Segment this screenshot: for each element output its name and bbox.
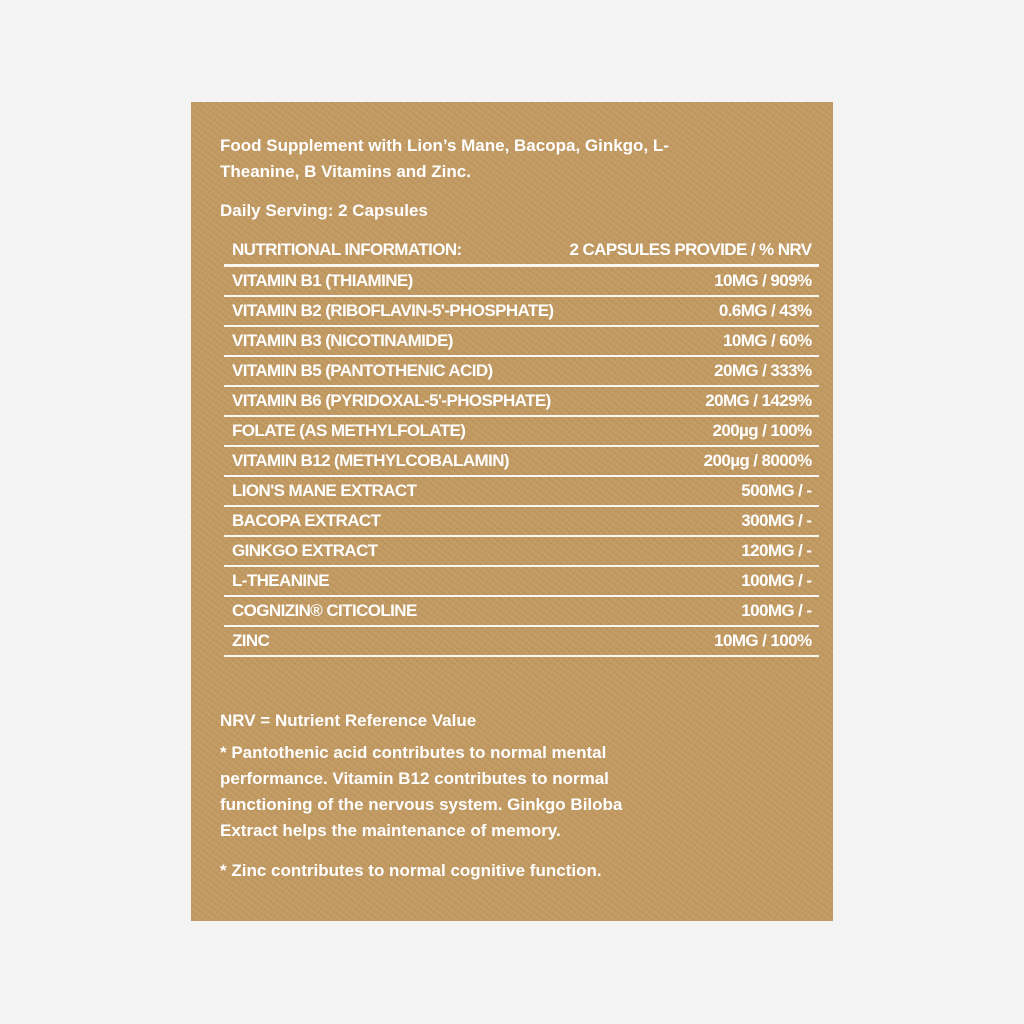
nutrition-table-header [224, 236, 819, 266]
header-name: NUTRITIONAL INFORMATION: [224, 236, 562, 266]
table-row [224, 266, 819, 297]
nutrient-amount: 20MG / 333% [562, 356, 820, 386]
health-claim-2: * Zinc contributes to normal cognitive function. [220, 861, 602, 880]
table-row [224, 446, 819, 476]
nutrient-amount: 300MG / - [562, 506, 820, 536]
nutrient-name: BACOPA EXTRACT [224, 506, 562, 536]
nutrient-name: VITAMIN B5 (PANTOTHENIC ACID) [224, 356, 562, 386]
nrv-definition: NRV = Nutrient Reference Value [220, 711, 477, 730]
nutrient-name: ZINC [224, 626, 562, 656]
table-row [224, 596, 819, 626]
nutrient-amount: 200µg / 8000% [562, 446, 820, 476]
table-row [224, 356, 819, 386]
nutrient-name: L-THEANINE [224, 566, 562, 596]
nutrient-name: VITAMIN B6 (PYRIDOXAL-5'-PHOSPHATE) [224, 386, 562, 416]
nutrient-amount: 100MG / - [562, 566, 820, 596]
table-row [224, 536, 819, 566]
nutrient-amount: 10MG / 100% [562, 626, 820, 656]
supplement-label [191, 102, 833, 921]
table-row [224, 626, 819, 656]
table-row [224, 326, 819, 356]
nutrient-name: VITAMIN B2 (RIBOFLAVIN-5'-PHOSPHATE) [224, 296, 562, 326]
nutrient-amount: 10MG / 909% [562, 266, 820, 297]
nutrient-amount: 500MG / - [562, 476, 820, 506]
nutrient-name: LION'S MANE EXTRACT [224, 476, 562, 506]
nutrient-amount: 0.6MG / 43% [562, 296, 820, 326]
table-row [224, 416, 819, 446]
nutrient-name: COGNIZIN® CITICOLINE [224, 596, 562, 626]
nutrient-name: VITAMIN B3 (NICOTINAMIDE) [224, 326, 562, 356]
table-row [224, 386, 819, 416]
nutrient-amount: 100MG / - [562, 596, 820, 626]
nutrition-table [224, 236, 819, 657]
table-row [224, 506, 819, 536]
header-value: 2 CAPSULES PROVIDE / % NRV [562, 236, 820, 266]
nutrient-amount: 10MG / 60% [562, 326, 820, 356]
nutrient-amount: 200µg / 100% [562, 416, 820, 446]
table-row [224, 566, 819, 596]
table-row [224, 476, 819, 506]
product-description: Food Supplement with Lion’s Mane, Bacopa, Ginkgo, L-Theanine, B Vitamins and Zinc. [220, 136, 669, 181]
nutrient-name: VITAMIN B12 (METHYLCOBALAMIN) [224, 446, 562, 476]
table-row [224, 296, 819, 326]
nutrient-name: VITAMIN B1 (THIAMINE) [224, 266, 562, 297]
nutrient-name: GINKGO EXTRACT [224, 536, 562, 566]
nutrient-name: FOLATE (AS METHYLFOLATE) [224, 416, 562, 446]
health-claim-1: * Pantothenic acid contributes to normal mental performance. Vitamin B12 contributes to normal functioning of the nervous system. Ginkgo Biloba Extract helps the maintenance of memory. [220, 743, 623, 840]
nutrient-amount: 120MG / - [562, 536, 820, 566]
nutrient-amount: 20MG / 1429% [562, 386, 820, 416]
daily-serving: Daily Serving: 2 Capsules [220, 201, 428, 220]
